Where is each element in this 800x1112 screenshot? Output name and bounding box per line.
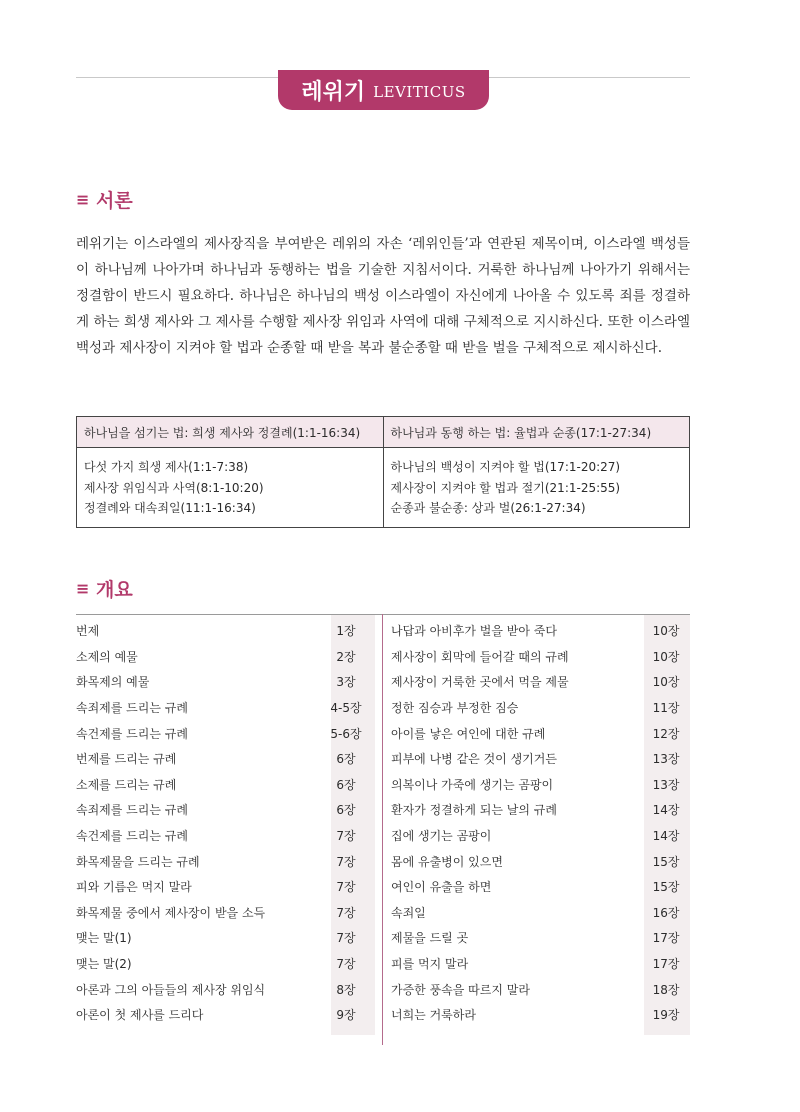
list-item: [76, 746, 366, 772]
overview-item-title: 소제를 드리는 규례: [76, 777, 177, 792]
list-item: [76, 823, 366, 849]
overview-item-title: 아이를 낳은 여인에 대한 규례: [391, 726, 546, 741]
overview-item-chapter: 13장: [652, 752, 680, 767]
overview-item-title: 집에 생기는 곰팡이: [391, 829, 492, 844]
overview-item-title: 피부에 나병 같은 것이 생기거든: [391, 752, 557, 767]
overview-item-chapter: 15장: [652, 854, 680, 869]
introduction-body: 레위기는 이스라엘의 제사장직을 부여받은 레위의 자손 ‘레위인들’과 연관된 제목이며, 이스라엘 백성들이 하나님께 나아가며 하나님과 동행하는 법을 기술한 지침서이다. 거룩한 하나님께 나아가기 위해서는 정결함이 반드시 필요하다. 하나님은 하나님의 백성 이스라엘이 자신에게 나아올 수 있도록 죄를 정결하게 하는 희생 제사와 그 제사를 수행할 제사장 위임과 사역에 대해 구체적으로 지시하신다. 또한 이스라엘 백성과 제사장이 지켜야 할 법과 순종할 때 받을 복과 불순종할 때 받을 벌을 구체적으로 제시하신다.: [76, 236, 690, 356]
book-title-korean: 레위기: [301, 79, 366, 105]
overview-item-chapter: 13장: [652, 777, 680, 792]
list-item: [76, 720, 366, 746]
list-item: [76, 618, 366, 644]
summary-right-item: 하나님의 백성이 지켜야 할 법(17:1-20:27): [390, 460, 621, 474]
overview-item-chapter: 2장: [336, 649, 356, 664]
overview-item-chapter: 7장: [336, 880, 356, 895]
list-item: [76, 695, 366, 721]
summary-left-item: 정결례와 대속죄일(11:1-16:34): [84, 501, 256, 515]
overview-item-title: 속건제를 드리는 규례: [76, 726, 188, 741]
overview-item-title: 너희는 거룩하라: [391, 1008, 476, 1023]
overview-item-title: 번제: [76, 624, 100, 639]
overview-item-title: 정한 짐승과 부정한 짐승: [391, 701, 519, 716]
overview-heading-label: 개요: [96, 579, 133, 601]
overview-item-title: 피를 먹지 말라: [391, 957, 469, 972]
list-item: [391, 746, 688, 772]
list-item: [76, 772, 366, 798]
list-item: [391, 874, 688, 900]
overview-item-chapter: 10장: [652, 675, 680, 690]
list-item: [391, 848, 688, 874]
overview-item-chapter: 8장: [336, 982, 356, 997]
overview-right-list: [391, 618, 688, 1028]
list-item: [76, 644, 366, 670]
overview-item-chapter: 17장: [652, 931, 680, 946]
overview-item-chapter: 16장: [652, 905, 680, 920]
summary-body-row: [77, 448, 690, 528]
overview-item-chapter: 18장: [652, 982, 680, 997]
list-item: [76, 669, 366, 695]
overview-item-title: 속죄제를 드리는 규례: [76, 803, 188, 818]
overview-item-chapter: 6장: [336, 777, 356, 792]
overview-item-title: 제사장이 거룩한 곳에서 먹을 제물: [391, 675, 569, 690]
summary-header-left: 하나님을 섬기는 법: 희생 제사와 정결례(1:1-16:34): [77, 417, 384, 448]
overview-item-title: 의복이나 가죽에 생기는 곰팡이: [391, 777, 554, 792]
list-item: [76, 925, 366, 951]
overview-item-title: 소제의 예물: [76, 649, 138, 664]
overview-item-title: 가증한 풍속을 따르지 말라: [391, 982, 530, 997]
overview-item-title: 환자가 정결하게 되는 날의 규례: [391, 803, 557, 818]
summary-left-item: 제사장 위임식과 사역(8:1-10:20): [84, 480, 264, 495]
overview-item-title: 속죄제를 드리는 규례: [76, 701, 188, 716]
overview-item-title: 속죄일: [391, 905, 426, 920]
list-item: [391, 900, 688, 926]
summary-cell-right: [383, 448, 690, 528]
introduction-heading: [76, 186, 133, 213]
menu-lines-icon: ≡: [76, 190, 90, 209]
overview-item-chapter: 17장: [652, 957, 680, 972]
list-item: [76, 874, 366, 900]
book-title-english: LEVITICUS: [373, 82, 466, 101]
list-item: [391, 772, 688, 798]
overview-item-title: 아론과 그의 아들들의 제사장 위임식: [76, 982, 266, 997]
overview-item-chapter: 6장: [336, 803, 356, 818]
overview-item-title: 번제를 드리는 규례: [76, 752, 177, 767]
overview-item-title: 나답과 아비후가 벌을 받아 죽다: [391, 624, 557, 639]
overview-item-chapter: 4-5장: [330, 701, 362, 716]
summary-header-row: [77, 417, 690, 448]
list-item: [391, 669, 688, 695]
overview-item-chapter: 7장: [336, 931, 356, 946]
overview-item-chapter: 11장: [652, 701, 680, 716]
overview-item-chapter: 5-6장: [330, 726, 362, 741]
overview-item-title: 화목제물을 드리는 규례: [76, 854, 200, 869]
overview-item-chapter: 1장: [336, 624, 356, 639]
list-item: [76, 951, 366, 977]
list-item: [76, 1002, 366, 1028]
overview-item-chapter: 14장: [652, 803, 680, 818]
overview-item-title: 여인이 유출을 하면: [391, 880, 492, 895]
list-item: [76, 848, 366, 874]
overview-item-title: 속건제를 드리는 규례: [76, 829, 188, 844]
overview-item-title: 맺는 말(2): [76, 957, 132, 972]
overview-item-title: 맺는 말(1): [76, 931, 132, 946]
overview-item-title: 제물을 드릴 곳: [391, 931, 469, 946]
list-item: [391, 925, 688, 951]
overview-item-chapter: 19장: [652, 1008, 680, 1023]
list-item: [76, 797, 366, 823]
list-item: [76, 976, 366, 1002]
overview-item-title: 아론이 첫 제사를 드리다: [76, 1008, 204, 1023]
overview-item-chapter: 12장: [652, 726, 680, 741]
list-item: [76, 900, 366, 926]
summary-header-right: 하나님과 동행 하는 법: 율법과 순종(17:1-27:34): [383, 417, 690, 448]
overview-item-title: 화목제의 예물: [76, 675, 150, 690]
overview-item-chapter: 14장: [652, 829, 680, 844]
overview-item-chapter: 7장: [336, 829, 356, 844]
list-item: [391, 797, 688, 823]
overview-item-chapter: 15장: [652, 880, 680, 895]
overview-item-title: 제사장이 회막에 들어갈 때의 규례: [391, 649, 569, 664]
summary-right-item: 순종과 불순종: 상과 벌(26:1-27:34): [390, 501, 586, 515]
overview-left-list: [76, 618, 366, 1028]
overview-item-chapter: 3장: [336, 675, 356, 690]
menu-lines-icon: ≡: [76, 579, 90, 598]
list-item: [391, 976, 688, 1002]
overview-heading: [76, 575, 133, 602]
summary-cell-left: [77, 448, 384, 528]
summary-right-item: 제사장이 지켜야 할 법과 절기(21:1-25:55): [390, 480, 621, 495]
overview-column-divider: [382, 614, 383, 1045]
summary-left-item: 다섯 가지 희생 제사(1:1-7:38): [84, 460, 249, 474]
overview-top-rule: [76, 614, 690, 615]
overview-item-chapter: 6장: [336, 752, 356, 767]
introduction-heading-label: 서론: [96, 190, 133, 212]
overview-item-title: 화목제물 중에서 제사장이 받을 소득: [76, 905, 266, 920]
book-title-tab: [278, 70, 489, 110]
list-item: [391, 823, 688, 849]
overview-item-chapter: 10장: [652, 649, 680, 664]
overview-item-chapter: 10장: [652, 624, 680, 639]
summary-table: [76, 416, 690, 528]
overview-item-title: 피와 기름은 먹지 말라: [76, 880, 192, 895]
list-item: [391, 695, 688, 721]
list-item: [391, 644, 688, 670]
list-item: [391, 720, 688, 746]
list-item: [391, 1002, 688, 1028]
list-item: [391, 618, 688, 644]
overview-item-chapter: 7장: [336, 905, 356, 920]
overview-item-title: 몸에 유출병이 있으면: [391, 854, 503, 869]
overview-item-chapter: 9장: [336, 1008, 356, 1023]
overview-item-chapter: 7장: [336, 957, 356, 972]
list-item: [391, 951, 688, 977]
overview-item-chapter: 7장: [336, 854, 356, 869]
